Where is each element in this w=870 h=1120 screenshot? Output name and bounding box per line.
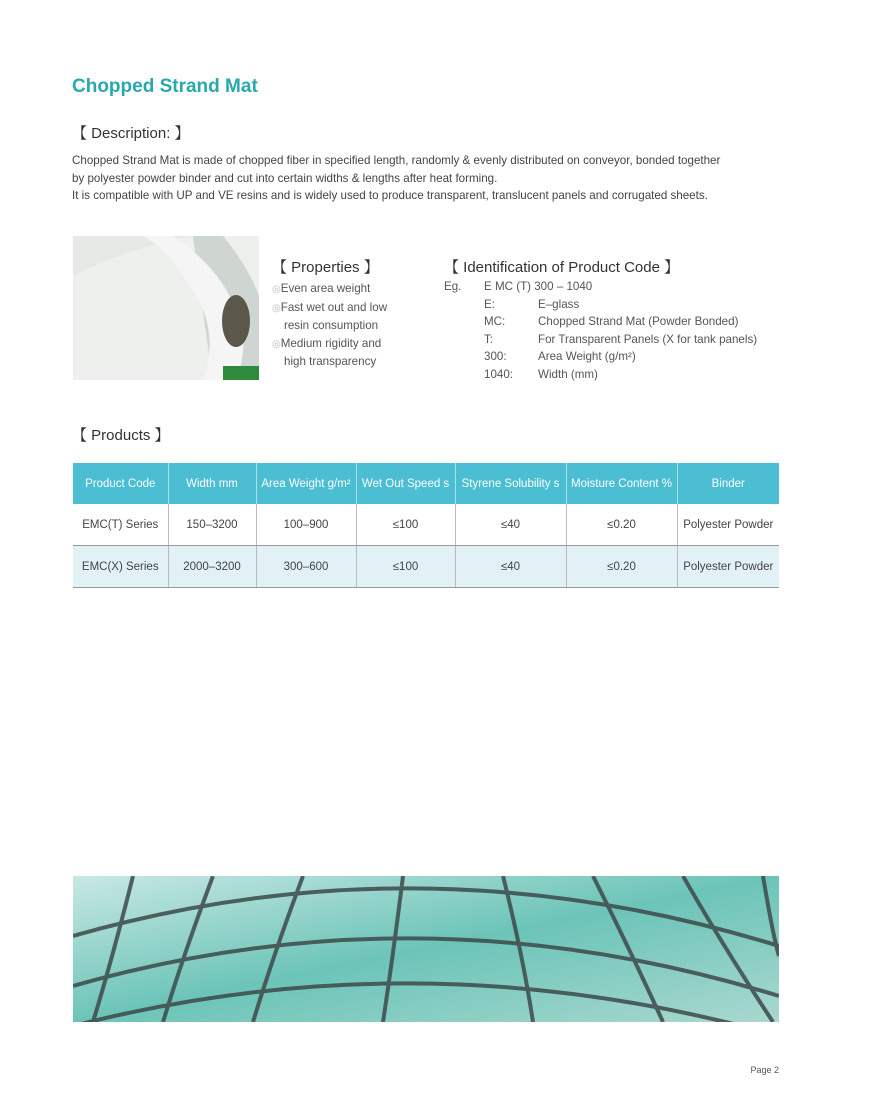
- table-row: [73, 504, 779, 546]
- cell: 300–600: [256, 546, 356, 588]
- col-header: Moisture Content %: [566, 463, 677, 504]
- cell: 150–3200: [168, 504, 256, 546]
- cell: ≤40: [455, 504, 566, 546]
- description-heading: 【 Description: 】: [72, 125, 190, 142]
- code-key: T:: [484, 332, 494, 346]
- description-line: It is compatible with UP and VE resins and is widely used to produce transparent, translucent panels and corrugated sheets.: [72, 189, 708, 202]
- col-header: Wet Out Speed s: [356, 463, 455, 504]
- description-line: by polyester powder binder and cut into certain widths & lengths after heat forming.: [72, 171, 498, 185]
- bullet-icon: ◎: [272, 302, 281, 314]
- cell: ≤100: [356, 504, 455, 546]
- col-header: Styrene Solubility s: [455, 463, 566, 504]
- code-value: E–glass: [538, 297, 580, 311]
- cell: 2000–3200: [168, 546, 256, 588]
- property-item-cont: resin consumption: [284, 319, 379, 332]
- properties-heading: 【 Properties 】: [272, 259, 379, 276]
- properties-section: [272, 258, 387, 371]
- property-item-cont: high transparency: [284, 355, 377, 368]
- col-header: Product Code: [73, 463, 168, 504]
- code-key: MC:: [484, 315, 506, 328]
- code-value: Chopped Strand Mat (Powder Bonded): [538, 315, 739, 328]
- eg-code: E MC (T) 300 – 1040: [484, 280, 593, 293]
- bullet-icon: ◎: [272, 284, 281, 295]
- cell: Polyester Powder: [677, 546, 779, 588]
- code-key: E:: [484, 297, 495, 311]
- cell: ≤100: [356, 546, 455, 588]
- col-header: Binder: [677, 463, 779, 504]
- bullet-icon: ◎: [272, 338, 281, 350]
- products-heading: 【 Products 】: [72, 427, 170, 444]
- page-number: Page 2: [750, 1065, 779, 1075]
- identification-heading: 【 Identification of Product Code 】: [444, 259, 680, 276]
- description-line: Chopped Strand Mat is made of chopped fiber in specified length, randomly & evenly distributed on conveyor, bonded together: [72, 154, 721, 167]
- cell: EMC(X) Series: [73, 546, 168, 588]
- table-row: [73, 546, 779, 588]
- glass-roof-photo: [73, 876, 779, 1022]
- cell: ≤0.20: [566, 546, 677, 588]
- description-text: [72, 152, 782, 205]
- cell: ≤0.20: [566, 504, 677, 546]
- eg-label: Eg.: [444, 280, 462, 293]
- cell: ≤40: [455, 546, 566, 588]
- mat-roll-photo: [73, 236, 259, 380]
- code-value: Width (mm): [538, 367, 598, 381]
- cell: EMC(T) Series: [73, 504, 168, 546]
- table-header-row: [73, 463, 779, 504]
- property-item: ◎Medium rigidity and: [272, 336, 382, 350]
- cell: 100–900: [256, 504, 356, 546]
- col-header: Area Weight g/m²: [256, 463, 356, 504]
- col-header: Width mm: [168, 463, 256, 504]
- property-item: ◎Fast wet out and low: [272, 300, 388, 314]
- page-title: Chopped Strand Mat: [72, 76, 258, 97]
- products-table: [73, 463, 779, 588]
- identification-section: [444, 258, 757, 385]
- property-item: ◎Even area weight: [272, 282, 371, 295]
- code-key: 300:: [484, 350, 507, 363]
- code-key: 1040:: [484, 367, 514, 381]
- cell: Polyester Powder: [677, 504, 779, 546]
- code-value: Area Weight (g/m²): [538, 350, 636, 363]
- code-value: For Transparent Panels (X for tank panels): [538, 332, 758, 346]
